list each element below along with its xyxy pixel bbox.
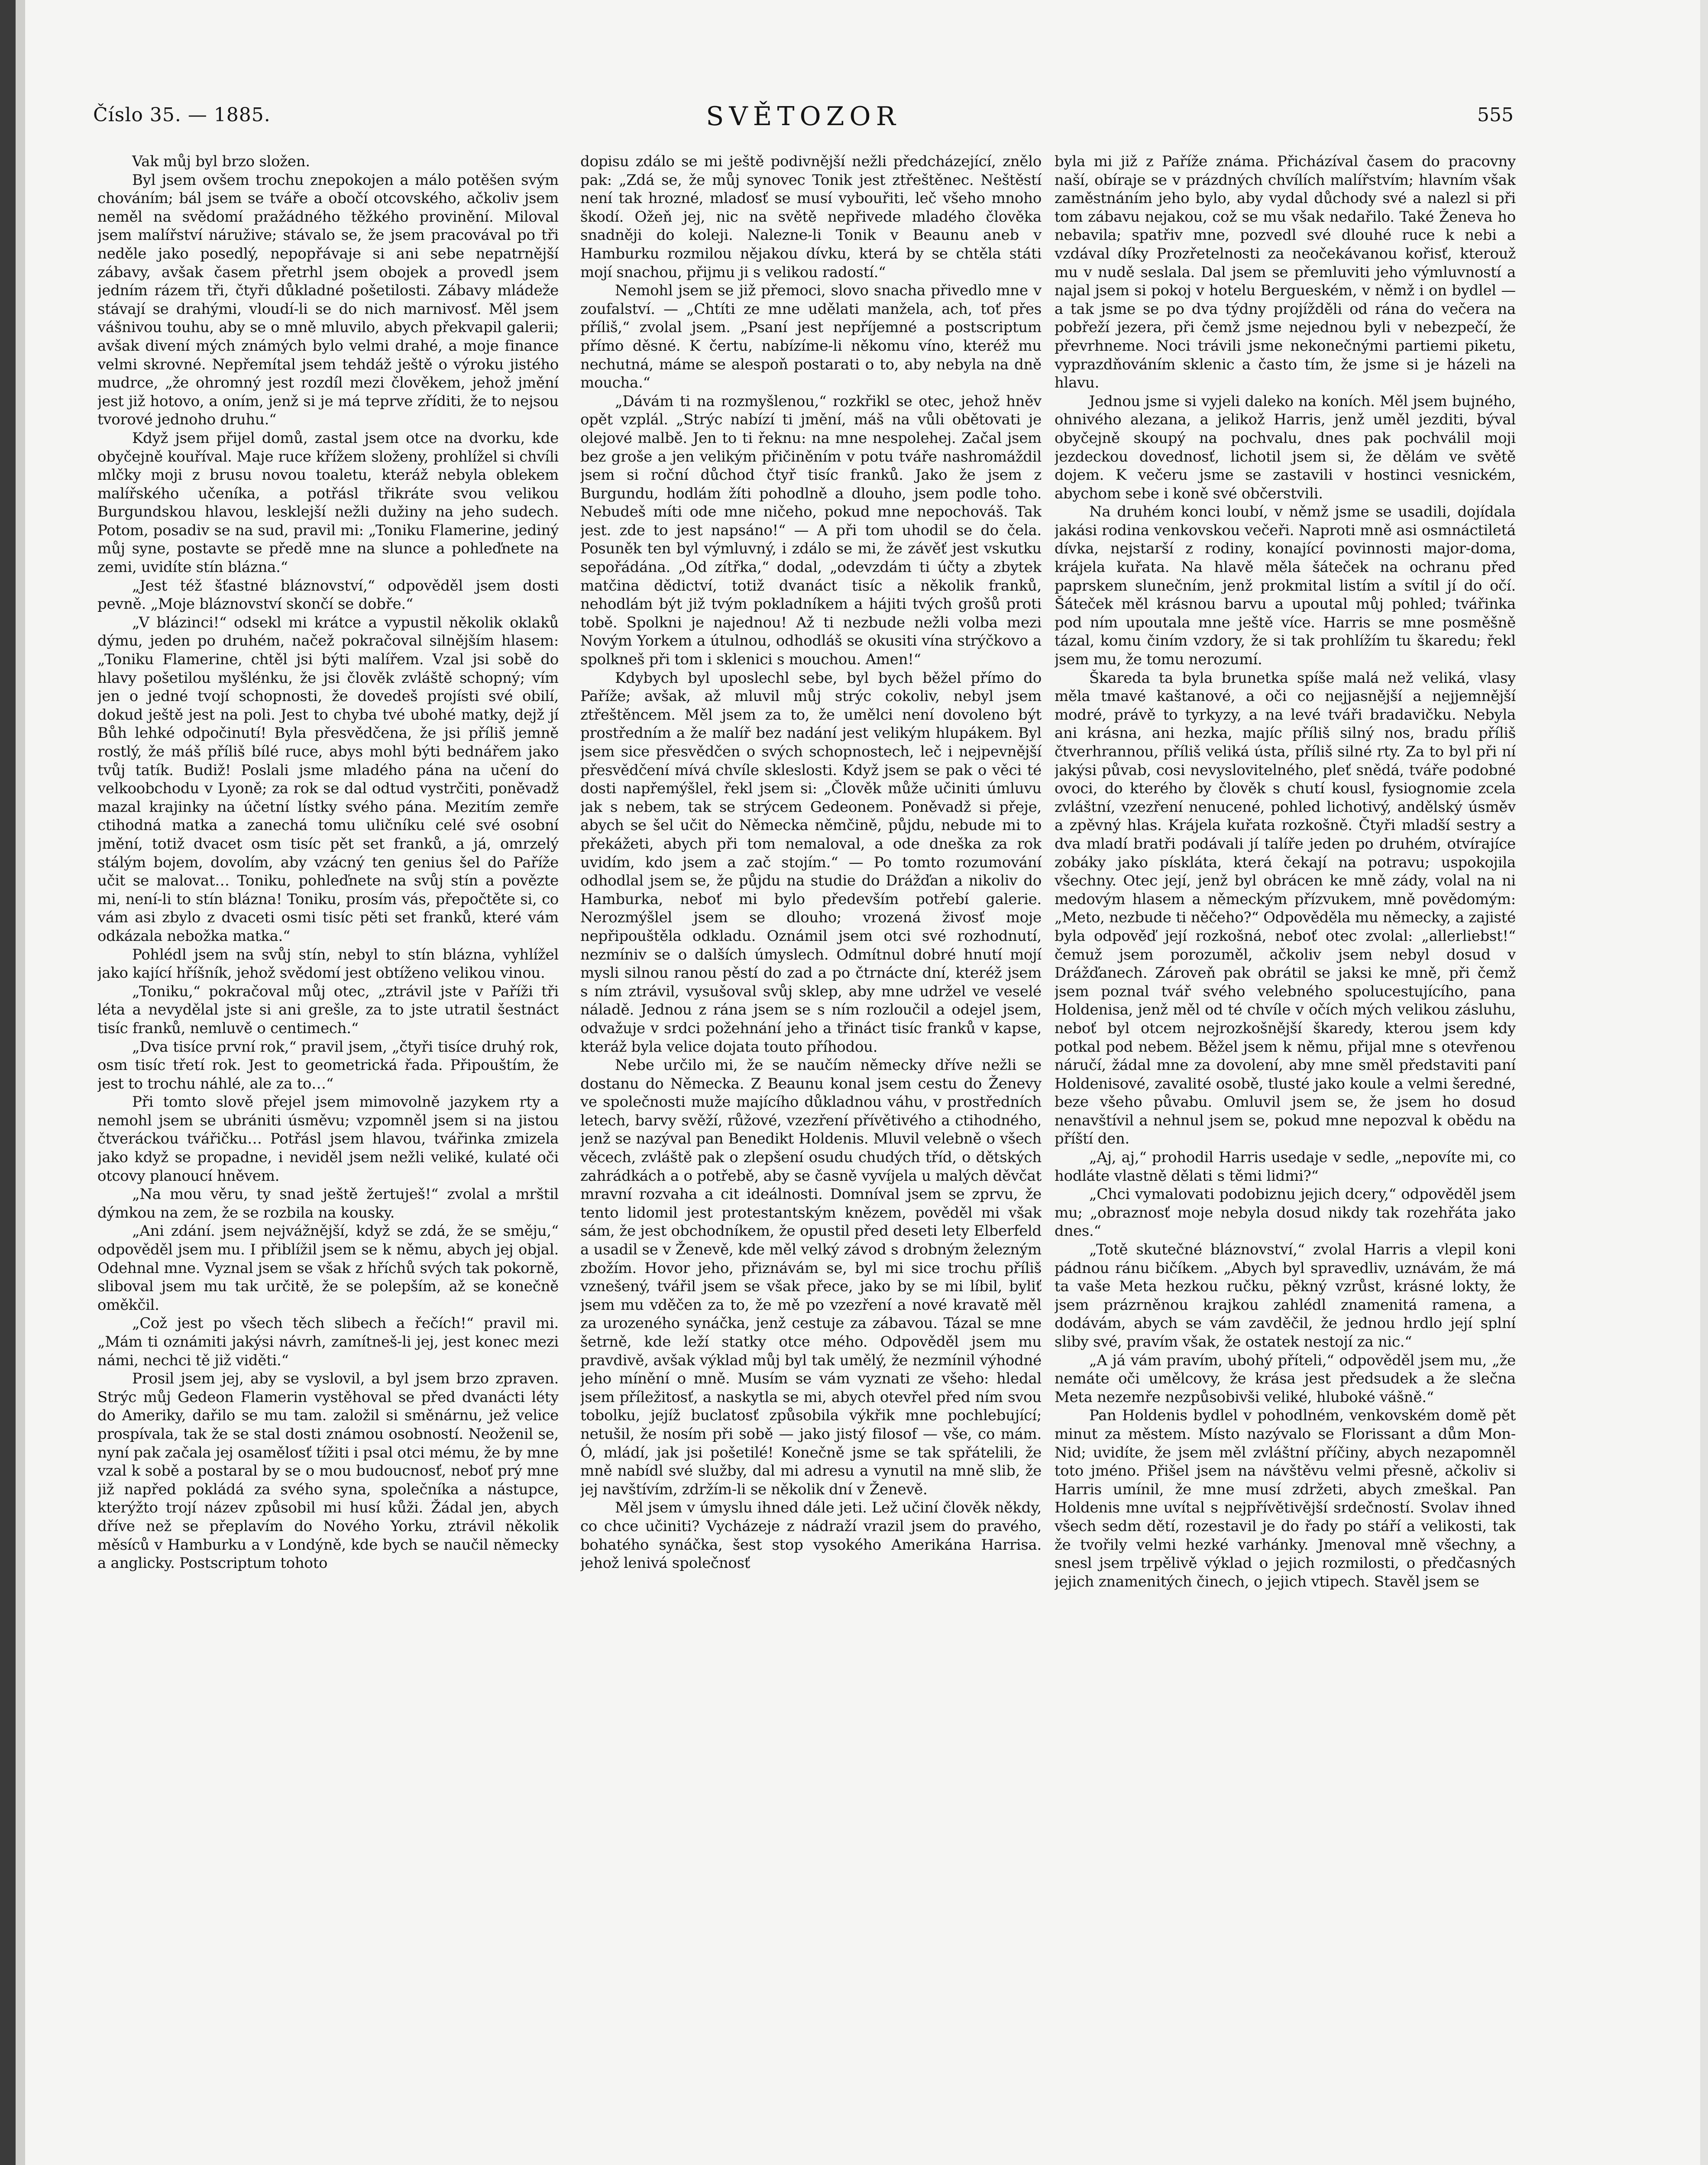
paragraph: Při tomto slově přejel jsem mimovolně jazykem rty a nemohl jsem se ubrániti úsměvu; vzpomněl jsem si na jistou čtveráckou tvářičku… Potřásl jsem hlavou, tvářinka zmizela jako když se propadne, i neviděl jsem nežli veliké, kulaté oči otcovy planoucí hněvem. (97, 1093, 559, 1185)
paragraph: „A já vám pravím, ubohý příteli,“ odpověděl jsem mu, „že nemáte oči umělcovy, že krása jest předsudek a že slečna Meta nezemře nezpůsobivši veliké, hluboké vášně.“ (1055, 1351, 1516, 1406)
scan-edge-left (0, 0, 16, 2165)
paragraph: Škareda ta byla brunetka spíše malá než veliká, vlasy měla tmavé kaštanové, a oči co nejjasnější a nejjemnější modré, právě to tyrkyzy, a na levé tváři bradavičku. Nebyla ani krásna, ani hezka, majíc příliš silný nos, bradu příliš čtverhrannou, příliš veliká ústa, příliš silné rty. Za to byl při ní jakýsi půvab, cosi nevyslovitelného, pleť snědá, tváře podobné ovoci, do kterého by člověk s chutí kousl, fysiognomie zcela zvláštní, vzezření nenucené, pohled lichotivý, andělský úsměv a zpěvný hlas. Krájela kuřata rozkošně. Čtyři mladší sestry a dva mladí bratři podávali jí talíře jeden po druhém, otvírajíce zobáky jako pískláta, která čekají na potravu; uspokojila všechny. Otec její, jenž byl obrácen ke mně zády, volal na ni medovým hlasem a německým přízvukem, mně povědomým: „Meto, nezbude ti něčeho?“ Odpověděla mu německy, a zajisté byla odpověď její rozkošná, neboť otec zvolal: „allerliebst!“ čemuž jsem porozuměl, ačkoliv jsem nebyl dosud v Drážďanech. Zároveň pak obrátil se jaksi ke mně, při čemž jsem poznal tvář svého velebného spolucestujícího, pana Holdenisa, jenž měl od té chvíle v očích mých velikou zásluhu, neboť byl otcem nejrozkošnější škaredy, kterou jsem kdy potkal pod nebem. Běžel jsem k němu, přijal mne s otevřenou náručí, žádal mne za dovolení, aby mne směl představiti paní Holdenisové, zavalité osobě, tlusté jako koule a velmi šeredné, beze všeho půvabu. Omluvil jsem se, že jsem ho dosud nenavštívil a nehnul jsem se, pokud mne nepozval k obědu na příští den. (1055, 669, 1516, 1148)
paragraph: Nemohl jsem se již přemoci, slovo snacha přivedlo mne v zoufalství. — „Chtíti ze mne udělati manžela, ach, toť přes příliš,“ zvolal jsem. „Psaní jest nepříjemné a postscriptum přímo děsné. K čertu, nabízíme-li někomu víno, kteréž mu nechutná, máme se alespoň postarati o to, aby nebyla na dně moucha.“ (580, 282, 1042, 392)
paragraph: „Toniku,“ pokračoval můj otec, „ztrávil jste v Paříži tři léta a nevydělal jste si ani grešle, za to jste utratil šestnáct tisíc franků, nemluvě o centimech.“ (97, 982, 559, 1037)
text-column-1 (97, 152, 559, 2165)
paragraph: Prosil jsem jej, aby se vyslovil, a byl jsem brzo zpraven. Strýc můj Gedeon Flamerin vystěhoval se před dvanácti léty do Ameriky, dařilo se mu tam. založil si směnárnu, jež velice prospívala, tak že se stal dosti známou osobností. Neoženil se, nyní pak začala jej osamělosť tížiti i psal otci mému, že by mne vzal k sobě a postaral by se o mou budoucnosť, neboť prý mne již napřed pokládá za svého syna, společníka a nástupce, kterýžto trojí název způsobil mi husí kůži. Žádal jen, abych dříve než se přeplavím do Nového Yorku, ztrávil několik měsíců v Hamburku a v Londýně, kde bych se naučil německy a anglicky. Postscriptum tohoto (97, 1370, 559, 1572)
masthead-title: SVĚTOZOR (706, 101, 901, 132)
page-number: 555 (1477, 104, 1514, 126)
paragraph: „Na mou věru, ty snad ještě žertuješ!“ zvolal a mrštil dýmkou na zem, že se rozbila na kousky. (97, 1186, 559, 1221)
paragraph: „V blázinci!“ odsekl mi krátce a vypustil několik oklaků dýmu, jeden po druhém, načež pokračoval silnějším hlasem: „Toniku Flamerine, chtěl jsi býti malířem. Vzal jsi sobě do hlavy pošetilou myšlénku, že jsi člověk zvláště schopný; vím jen o jedné tvojí schopnosti, že dovedeš projísti své obilí, dokud ještě jest na poli. Jest to chyba tvé ubohé matky, dejž jí Bůh lehké odpočinutí! Byla přesvědčena, že jsi příliš jemně rostlý, že máš příliš bílé ruce, abys mohl býti bednářem jako tvůj tatík. Budiž! Poslali jsme mladého pána na učení do velkoobchodu v Lyoně; za rok se dal odtud vystrčiti, poněvadž mazal krajinky na účetní lístky svého pána. Mezitím zemře ctihodná matka a zanechá tomu uličníku celé své osobní jmění, totiž dvacet osm tisíc pět set franků, a já, omrzelý stálým bojem, dovolím, aby vzácný ten genius šel do Paříže učit se malovat… Toniku, pohleďnete na svůj stín a povězte mi, není-li to stín blázna! Toniku, prosím vás, přepočtěte si, co vám asi zbylo z dvaceti osmi tisíc pěti set franků, které vám odkázala nebožka matka.“ (97, 614, 559, 945)
paragraph: „Což jest po všech těch slibech a řečích!“ pravil mi. „Mám ti oznámiti jakýsi návrh, zamítneš-li jej, jest konec mezi námi, nechci tě již viděti.“ (97, 1315, 559, 1369)
paragraph: Když jsem přijel domů, zastal jsem otce na dvorku, kde obyčejně kouříval. Maje ruce křížem složeny, prohlížel si chvíli mlčky moji z brusu novou toaletu, kteráž nebyla oblekem malířského učeníka, a potřásl třikráte svou velikou Burgundskou hlavou, lesklejší nežli dužiny na jeho sudech. Potom, posadiv se na sud, pravil mi: „Toniku Flamerine, jediný můj syne, postavte se předě mne na slunce a pohleďnete na zemi, uvidíte stín blázna.“ (97, 429, 559, 576)
paragraph: Nebe určilo mi, že se naučím německy dříve nežli se dostanu do Německa. Z Beaunu konal jsem cestu do Ženevy ve společnosti muže majícího důkladnou váhu, v prostředních letech, barvy svěží, růžové, vzezření přívětivého a ctihodného, jenž se nazýval pan Benedikt Holdenis. Mluvil velebně o všech věcech, zvláště pak o zlepšení osudu chudých tříd, o dětských zahrádkách a o potřebě, aby se časně vyvíjela u malých děvčat mravní rozvaha a cit ideálnosti. Domníval jsem se zprvu, že tento lidomil jest protestantským knězem, pověděl mi však sám, že jest obchodníkem, že opustil před deseti lety Elberfeld a usadil se v Ženevě, kde měl velký závod s drobným železným zbožím. Hovor jeho, přiznávám se, byl mi sice trochu příliš vznešený, tvářil jsem se však přece, jako by se mi líbil, byliť jsem mu vděčen za to, že mě po vzezření a nové kravatě měl za urozeného synáčka, jenž cestuje za zábavou. Tázal se mne šetrně, kde leží statky otce mého. Odpověděl jsem mu pravdivě, avšak výklad můj byl tak umělý, že nezmínil výhodné jeho mínění o mně. Musím se vám vyznati ze všeho: hledal jsem příležitosť, a naskytla se mi, abych otevřel před ním svou tobolku, jejíž buclatosť způsobila výkřik mne pochlebující; netušil, že nosím při sobě — jako jistý filosof — vše, co mám. Ó, mládí, jak jsi pošetilé! Konečně jsme se tak spřátelili, že mně nabídl své služby, dal mi adresu a vynutil na mně slib, že jej navštívím, zdržím-li se několik dní v Ženevě. (580, 1057, 1042, 1498)
paragraph: Kdybych byl uposlechl sebe, byl bych běžel přímo do Paříže; avšak, až mluvil můj strýc cokoliv, nebyl jsem ztřeštěncem. Měl jsem za to, že umělci není dovoleno být prostředním a že malíř bez nadání jest velikým hlupákem. Byl jsem sice přesvědčen o svých schopnostech, leč i nejpevnější přesvědčení mívá chvíle skleslosti. Když jsem se pak o věci té dosti napřemýšlel, řekl jsem si: „Člověk může učiniti úmluvu jak s nebem, tak se strýcem Gedeonem. Poněvadž si přeje, abych se šel učit do Německa němčině, půjdu, nebude mi to překážeti, abych při tom nemaloval, a ode dneška za rok uvidím, kdo jsem a zač stojím.“ — Po tomto rozumování odhodlal jsem se, že půjdu na studie do Drážďan a nikoliv do Hamburka, neboť mi bylo především potřebí galerie. Nerozmýšlel jsem se dlouho; vrozená živosť moje nepřipouštěla odkladu. Oznámil jsem otci své rozhodnutí, nezmíniv se o dalších úmyslech. Odmítnul dobré hnutí mojí mysli silnou ranou pěstí do zad a po čtrnácte dní, kteréž jsem s ním ztrávil, vysušoval svůj sklep, aby mne udržel ve veselé náladě. Jednou z rána jsem se s ním rozloučil a odejel jsem, odvažuje v srdci požehnání jeho a třináct tisíc franků v kapse, kteráž byla velice dojata touto příhodou. (580, 669, 1042, 1056)
page-header (93, 101, 1514, 143)
paragraph: Byl jsem ovšem trochu znepokojen a málo potěšen svým chováním; bál jsem se tváře a obočí otcovského, ačkoliv jsem neměl na svědomí pražádného těžkého provinění. Miloval jsem malířství náružive; stávalo se, že jsem pracovával po tři neděle jako posedlý, nepopřávaje si ani sebe nepatrnější zábavy, avšak časem přetrhl jsem obojek a provedl jsem jedním rázem tři, čtyři důkladné pošetilosti. Zábavy mládeže stávají se drahými, vloudí-li se do nich marnivosť. Měl jsem vášnivou touhu, aby se o mně mluvilo, abych překvapil galerii; avšak divení mých známých bylo velmi drahé, a moje finance velmi skrovné. Nepřemítal jsem tehdáž ještě o výroku jistého mudrce, „že ohromný jest rozdíl mezi člověkem, jehož jmění jest již hotovo, a oním, jenž si je má teprve zříditi, že to nejsou tvorové jednoho druhu.“ (97, 171, 559, 429)
paragraph: Pohlédl jsem na svůj stín, nebyl to stín blázna, vyhlížel jako kající hříšník, jehož svědomí jest obtíženo velikou vinou. (97, 946, 559, 982)
paragraph: Pan Holdenis bydlel v pohodlném, venkovském domě pět minut za městem. Místo nazývalo se Florissant a dům Mon-Nid; uvidíte, že jsem měl zvláštní příčiny, abych nezapomněl toto jméno. Přišel jsem na návštěvu velmi přesně, ačkoliv si Harris umínil, že mne musí zdržeti, abych zmeškal. Pan Holdenis mne uvítal s nejpřívětivější srdečností. Svolav ihned všech sedm dětí, rozestavil je do řady po stáří a velikosti, tak že tvořily velmi hezké varhánky. Jmenoval mně všechny, a snesl jsem trpělivě výklad o jejich rozmilosti, o předčasných jejich znamenitých činech, o jejich vtipech. Stavěl jsem se (1055, 1407, 1516, 1590)
paragraph: „Totě skutečné bláznovství,“ zvolal Harris a vlepil koni pádnou ránu bičíkem. „Abych byl spravedliv, uznávám, že má ta vaše Meta hezkou ručku, pěkný vzrůst, krásné lokty, že jsem prázrněnou krajkou zahlédl znamenitá ramena, a dodávám, abych se vám zavděčil, že jednou hrdlo její splní sliby své, pravím však, že ostatek nestojí za nic.“ (1055, 1241, 1516, 1351)
paragraph: „Aj, aj,“ prohodil Harris usedaje v sedle, „nepovíte mi, co hodláte vlastně dělati s těmi lidmi?“ (1055, 1149, 1516, 1185)
scan-edge-shadow (16, 0, 25, 2165)
scan-edge-right (1700, 0, 1708, 2165)
issue-label: Číslo 35. — 1885. (93, 104, 271, 126)
paragraph: „Ani zdání. jsem nejvážnější, když se zdá, že se směju,“ odpověděl jsem mu. I přiblížil jsem se k němu, abych jej objal. Odehnal mne. Vyznal jsem se však z hříchů svých tak pokorně, sliboval jsem mu tak určitě, že se polepším, až se konečně oměkčil. (97, 1222, 559, 1314)
paragraph: „Chci vymalovati podobiznu jejich dcery,“ odpověděl jsem mu; „obraznosť moje nebyla dosud nikdy tak rozehřáta jako dnes.“ (1055, 1186, 1516, 1240)
paragraph: Vak můj byl brzo složen. (132, 153, 310, 170)
text-column-2 (580, 152, 1042, 2165)
paragraph: Na druhém konci loubí, v němž jsme se usadili, dojídala jakási rodina venkovskou večeři. Naproti mně asi osmnáctiletá dívka, nejstarší z rodiny, konající povinnosti major-doma, krájela kuřata. Na hlavě měla šáteček na ochranu před paprskem slunečním, jenž prokmital listím a svítil jí do očí. Šáteček měl krásnou barvu a upoutal můj pohled; tvářinka pod ním upoutala mne ještě více. Harris se mne posměšně tázal, komu činím vzdory, že si tak prohlížím tu škaredu; řekl jsem mu, že tomu nerozumí. (1055, 503, 1516, 669)
text-column-3 (1055, 152, 1516, 2165)
paragraph: byla mi již z Paříže známa. Přicházíval časem do pracovny naší, obíraje se v prázdných chvílích malířstvím; hlavním však zaměstnáním jeho bylo, aby vydal důchody své a nalezl si při tom zábavu nejakou, což se mu však nedařilo. Také Ženeva ho nebavila; spatřiv mne, pozvedl své dlouhé ruce k nebi a vzdával díky Prozřetelnosti za neočekávanou kořisť, kterouž mu v nudě seslala. Dal jsem se přemluviti jeho výmluvností a najal jsem si pokoj v hotelu Bergueském, v němž i on bydlel — a tak jsme se po dva týdny projížděli od rána do večera na pobřeží jezera, při čemž jsme nejednou byli v nebezpečí, že převrhneme. Noci trávili jsme nekonečnými partiemi piketu, vyprazdňováním sklenic a často tím, že jsme si je házeli na hlavu. (1055, 153, 1516, 392)
paragraph: „Dva tisíce první rok,“ pravil jsem, „čtyři tisíce druhý rok, osm tisíc třetí rok. Jest to geometrická řada. Připouštím, že jest to trochu náhlé, ale za to…“ (97, 1038, 559, 1092)
paragraph: dopisu zdálo se mi ještě podivnější nežli předcházející, znělo pak: „Zdá se, že můj synovec Tonik jest ztřeštěnec. Neštěstí není tak hrozné, mladosť se musí vybouřiti, leč všeho mnoho škodí. Ožeň jej, nic na světě nepřivede mladého člověka snadněji do koleji. Nalezne-li Tonik v Beaunu aneb v Hamburku rozmilou nějakou dívku, která by se chtěla státi mojí snachou, přijmu ji s velikou radostí.“ (580, 153, 1042, 281)
paragraph: „Jest též šťastné bláznovství,“ odpověděl jsem dosti pevně. „Moje bláznovství skončí se dobře.“ (97, 577, 559, 613)
paragraph: Jednou jsme si vyjeli daleko na koních. Měl jsem bujného, ohnivého alezana, a jelikož Harris, jenž uměl jezditi, býval obyčejně skoupý na pochvalu, dnes pak pochválil moji jezdeckou dovednosť, lichotil jsem si, že dělám ve světě dojem. K večeru jsme se zastavili v hostinci vesnickém, abychom sebe i koně své občerstvili. (1055, 392, 1516, 502)
paragraph: Měl jsem v úmyslu ihned dále jeti. Lež učiní člověk někdy, co chce učiniti? Vycházeje z nádraží vrazil jsem do pravého, bohatého synáčka, šest stop vysokého Amerikána Harrisa. jehož lenivá společnosť (580, 1499, 1042, 1572)
paragraph: „Dávám ti na rozmyšlenou,“ rozkřikl se otec, jehož hněv opět vzplál. „Strýc nabízí ti jmění, máš na vůli obětovati je olejové malbě. Jen to ti řeknu: na mne nespolehej. Začal jsem bez groše a jen velikým přičiněním v potu tváře nashromáždil jsem si roční důchod čtyř tisíc franků. Jako že jsem z Burgundu, hodlám žíti pohodlně a dlouho, jsem podle toho. Nebudeš míti ode mne ničeho, pokud mne nepochováš. Tak jest. zde to jest napsáno!“ — A při tom uhodil se do čela. Posuněk ten byl výmluvný, i zdálo se mi, že závěť jest vskutku sepořádána. „Od zítřka,“ dodal, „odevzdám ti účty a zbytek matčina dědictví, totiž dvanáct tisíc a několik franků, nehodlám být již tvým pokladníkem a hájiti tvých grošů proti tobě. Spolkni je najednou! Až ti nezbude nežli volba mezi Novým Yorkem a útulnou, odhodláš se okusiti vína strýčkovo a spolkneš při tom i sklenici s mouchou. Amen!“ (580, 392, 1042, 669)
